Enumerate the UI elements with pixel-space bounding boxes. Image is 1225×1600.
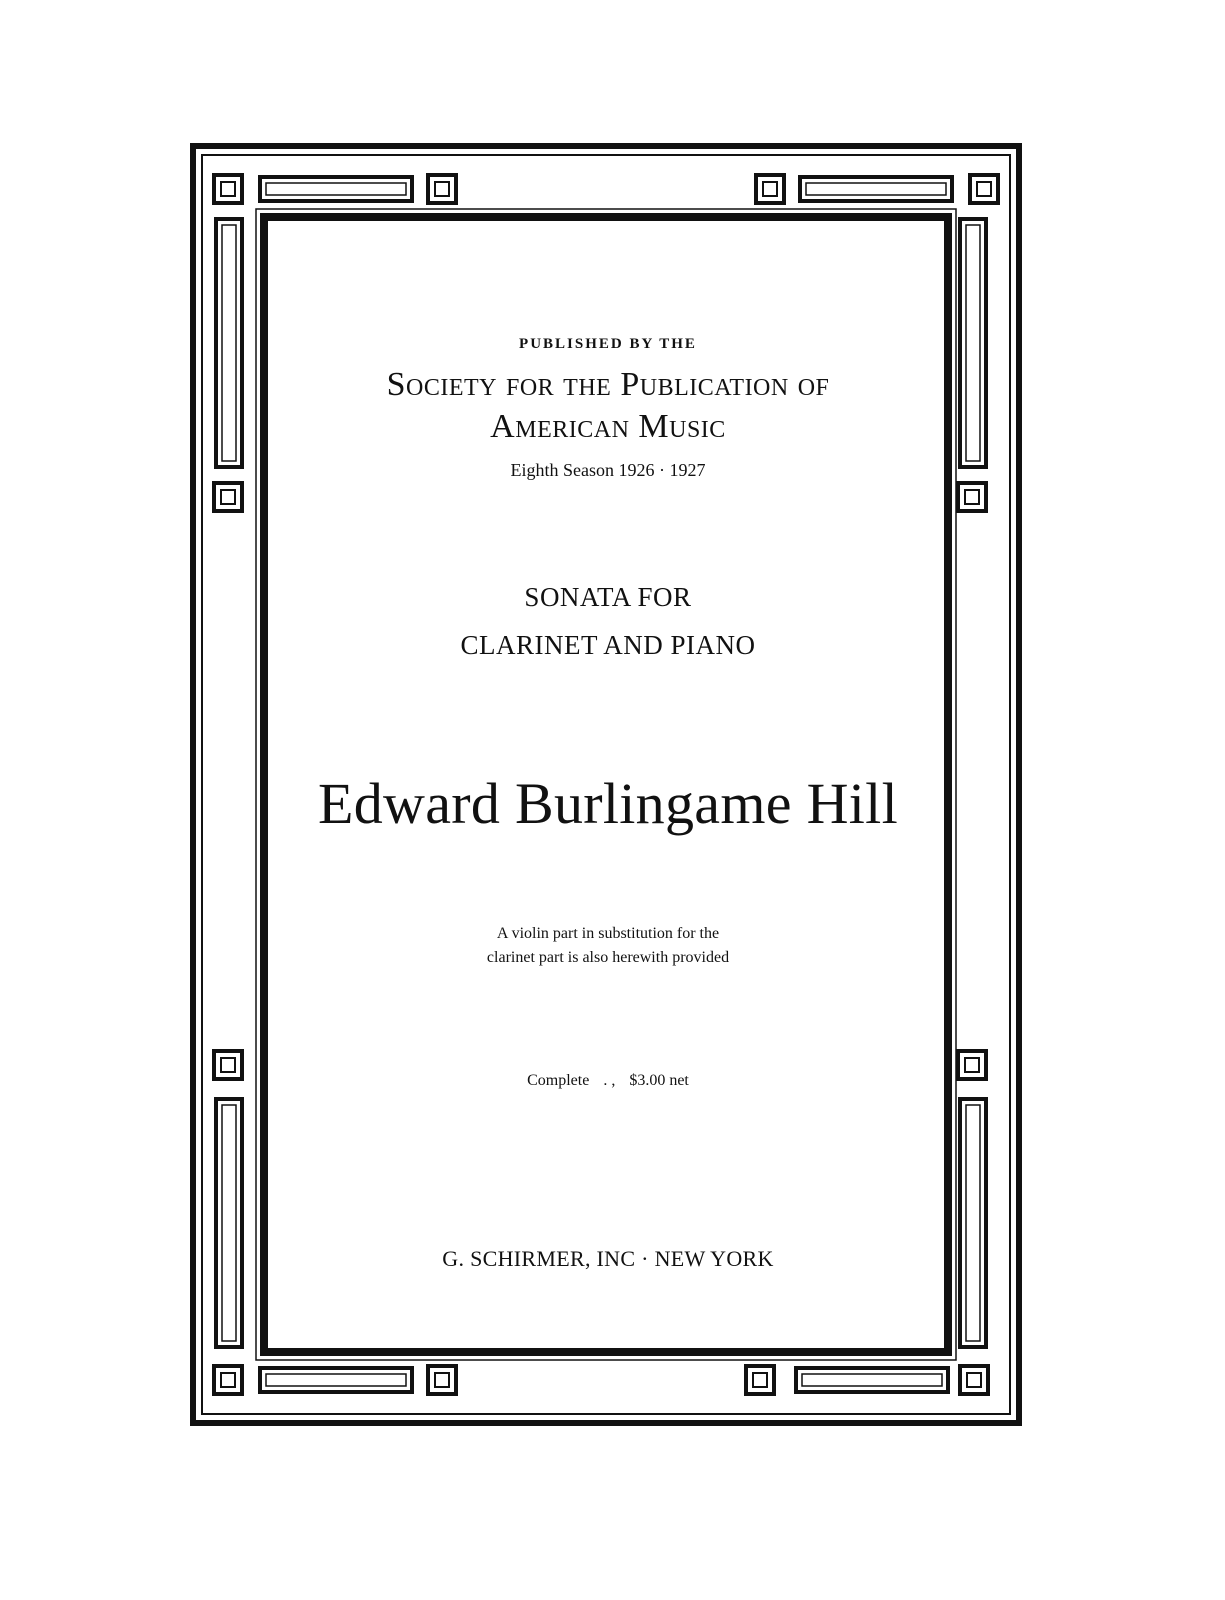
published-by-label: PUBLISHED BY THE xyxy=(519,336,697,352)
society-name-line-1: Society for the Publication of xyxy=(386,366,830,403)
price-label: Complete xyxy=(527,1072,590,1089)
composer-name: Edward Burlingame Hill xyxy=(317,771,899,836)
society-name-line-2: American Music xyxy=(490,408,726,445)
season-label: Eighth Season 1926 · 1927 xyxy=(510,460,706,480)
violin-note-line-2: clarinet part is also herewith provided xyxy=(486,949,730,966)
title-panel xyxy=(270,222,946,1344)
price-value: $3.00 net xyxy=(629,1072,689,1089)
publisher-imprint: G. SCHIRMER, INC · NEW YORK xyxy=(442,1246,774,1271)
violin-note-line-1: A violin part in substitution for the xyxy=(496,925,720,942)
price-dots: . , xyxy=(603,1072,616,1089)
work-title-line-2: CLARINET AND PIANO xyxy=(460,630,756,660)
work-title-line-1: SONATA FOR xyxy=(524,582,692,612)
price-line xyxy=(270,1072,946,1090)
